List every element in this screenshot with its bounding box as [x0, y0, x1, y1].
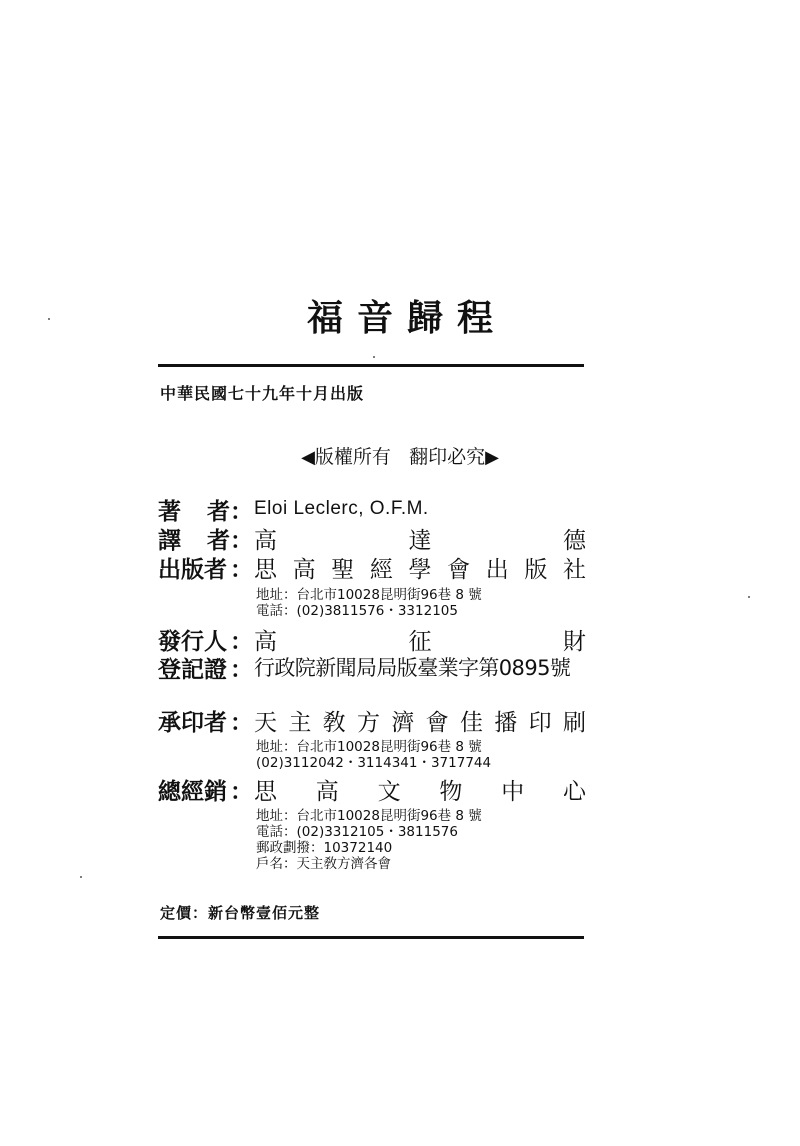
publisher-colon: ：	[230, 556, 253, 583]
publication-date: 中華民國七十九年十月出版	[160, 384, 365, 403]
rights-notice	[0, 442, 800, 469]
distributor-char: 高	[315, 778, 339, 805]
publisher-char: 聖	[331, 556, 355, 583]
distributor-char: 物	[439, 778, 463, 805]
rights-text-a: 版權所有	[314, 446, 391, 468]
printer-char: 刷	[562, 709, 586, 736]
issuer-value	[254, 623, 586, 656]
issuer-char: 高	[254, 628, 277, 655]
registration-row	[158, 652, 586, 682]
publisher-char: 出	[485, 556, 509, 583]
printer-char: 濟	[391, 709, 415, 736]
distributor-address: 地址：台北市10028昆明街96巷 8 號	[256, 808, 482, 824]
right-triangle-icon: ▶	[485, 447, 499, 468]
label-char: 者	[207, 498, 230, 525]
scan-speck	[373, 356, 375, 358]
price: 定價：新台幣壹佰元整	[160, 904, 321, 922]
label-char: 譯	[158, 527, 181, 554]
printer-char: 會	[425, 709, 449, 736]
distributor-phone: 電話：(02)3312105・3811576	[256, 824, 458, 840]
printer-char: 播	[494, 709, 518, 736]
publisher-row	[158, 552, 586, 582]
translator-colon: ：	[230, 527, 253, 554]
printer-char: 敎	[322, 709, 346, 736]
translator-char: 高	[254, 527, 277, 554]
issuer-row	[158, 624, 586, 654]
registration-label: 登記證	[158, 656, 227, 683]
distributor-char: 文	[377, 778, 401, 805]
distributor-label: 總經銷	[158, 778, 227, 805]
bottom-divider	[158, 936, 584, 939]
printer-char: 主	[288, 709, 312, 736]
scan-speck	[80, 876, 82, 878]
printer-char: 方	[356, 709, 380, 736]
book-title: 福音歸程	[306, 297, 507, 339]
issuer-colon: ：	[230, 628, 253, 655]
publisher-phone: 電話：(02)3811576・3312105	[256, 603, 458, 619]
printer-char: 佳	[459, 709, 483, 736]
publisher-label: 出版者	[158, 556, 227, 583]
printer-value	[254, 704, 586, 737]
distributor-postal: 郵政劃撥：10372140	[256, 840, 393, 856]
distributor-account: 戶名：天主敎方濟各會	[256, 856, 391, 872]
printer-char: 天	[254, 709, 277, 736]
label-char: 著	[158, 498, 181, 525]
distributor-row	[158, 774, 586, 804]
publisher-char: 高	[292, 556, 316, 583]
author-row	[158, 494, 586, 524]
printer-label: 承印者	[158, 709, 227, 736]
author-value: Eloi Leclerc, O.F.M.	[254, 498, 429, 519]
printer-colon: ：	[230, 709, 253, 736]
translator-char: 德	[563, 527, 586, 554]
issuer-char: 征	[408, 628, 432, 655]
distributor-colon: ：	[230, 778, 253, 805]
printer-phone: (02)3112042・3114341・3717744	[256, 755, 492, 771]
top-divider	[158, 364, 584, 367]
rights-text-b: 翻印必究	[409, 446, 486, 468]
left-triangle-icon: ◀	[301, 447, 315, 468]
translator-row	[158, 523, 586, 553]
distributor-char: 心	[562, 778, 586, 805]
issuer-char: 財	[563, 628, 586, 655]
publisher-char: 學	[408, 556, 432, 583]
printer-address: 地址：台北市10028昆明街96巷 8 號	[256, 739, 482, 755]
distributor-char: 思	[254, 778, 277, 805]
scan-speck	[48, 318, 50, 320]
author-colon: ：	[230, 498, 253, 525]
publisher-char: 版	[524, 556, 548, 583]
publisher-address: 地址：台北市10028昆明街96巷 8 號	[256, 587, 482, 603]
distributor-value	[254, 773, 586, 806]
publisher-char: 會	[447, 556, 471, 583]
printer-row	[158, 705, 586, 735]
registration-colon: ：	[230, 656, 253, 683]
label-char: 者	[207, 527, 230, 554]
publisher-value	[254, 551, 586, 584]
translator-char: 達	[408, 527, 432, 554]
publisher-char: 經	[369, 556, 393, 583]
publisher-char: 社	[563, 556, 586, 583]
printer-char: 印	[528, 709, 552, 736]
distributor-char: 中	[501, 778, 525, 805]
registration-value: 行政院新聞局局版臺業字第0895號	[254, 656, 571, 680]
scan-speck	[748, 596, 750, 598]
issuer-label: 發行人	[158, 628, 227, 655]
publisher-char: 思	[254, 556, 277, 583]
